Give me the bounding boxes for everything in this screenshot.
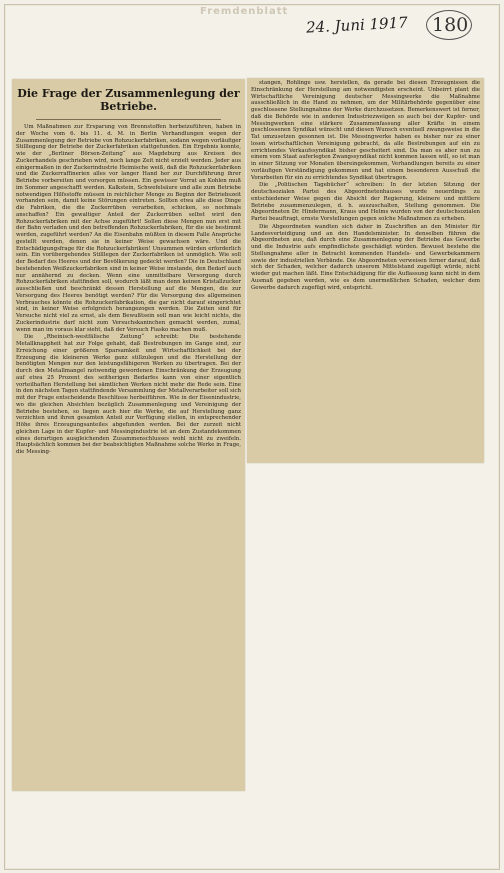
folio-number: 180 [432,14,469,36]
handwritten-date: 24. Juni 1917 [305,13,409,37]
headline-rule [36,119,221,120]
clipping-right-column [247,78,484,463]
watermark-stamp: Fremdenblatt [200,6,289,17]
article-paragraph: Die „Rheinisch-westfälische Zeitung“ schreibt: Die bestehende Metallknappheit hat zur Folge gehabt, daß Bestrebungen im Gange sind, zur Erreichung einer größeren Sparsamkeit und Wirtschaftlichkeit bei der Erzeugung die kleineren Werke ganz stillzulegen und die Herstellung der benötigten Mengen nur den leistungsfähigeren Werken zu übertragen. Bei der durch den Metallmangel notwendig gewordenen Einschränkung der Erzeugung auf etwa 25 Prozent des seitherigen Bedarfes kann von einer eigentlich vorteilhaften Herstellung bei sämtlichen Werken nicht mehr die Rede sein. Eine in den nächsten Tagen stattfindende Versammlung der Metallverarbeiter soll sich mit der Frage entscheidende Beschlüsse herbeiführen. Wie in der Eisenindustrie, wo die gleichen Absichten bezüglich Zusammenlegung und Vereinigung der Betriebe bestehen, so liegen auch hier die Werke, die auf Herstellung ganz verzichten und ihren gesamten Anteil zur Verfügung stellen, in entsprechender Höhe ihres Erzeugungsanteiles abgefunden werden. Bei der zurzeit nicht gleichen Lage in der Kupfer- und Messingindustrie ist an dem Zustandekommen eines derartigen ausgleichenden Zusammenschlusses wohl nicht zu zweifeln. Hauptsächlich kommen bei der beabsichtigten Maßnahme solche Werke in Frage, die Messing- [16,334,241,455]
article-paragraph: Um Maßnahmen zur Ersparung von Brennstoffen herbeizuführen, haben in der Woche vom 6. bis 11. d. M. in Berlin Verhandlungen wegen der Zusammenlegung der Betriebe von Rohzuckerfabriken, sodann wegen vorläufiger Stilllegung der Betriebe der Zuckerfabriken stattgefunden. Ein Ergebnis konnte, wie der „Berliner Börsen-Zeitung“ aus Magdeburg aus Kreisen des Zuckerhandels geschrieben wird, noch lange Zeit nicht erzielt werden. Jeder aus einigermaßen in der Zuckerindustrie Heimische weiß, daß die Rohzuckerfabriken und die Zuckerraffinerien alles vor langer Hand her zur Durchführung ihrer Betriebe vorbereiten und vorsorgen müssen. Ein gewisser Vorrat an Kohlen muß im Sommer angeschafft werden. Kalkstein, Schwefelsäure und alle zum Betriebe notwendigen Hilfsstoffe müssen in reichlicher Menge zu Beginn der Betriebszeit vorhanden sein, damit keine Störungen eintreten. Sollten etwa alle diese Dinge die Fabriken, die die Zuckerrüben verarbeiten, schicken, so nochmals anschaffen? Ein gewaltiger Anteil der Zuckerrüben selbst wird den Rohzuckerfabriken mit der Achse zugeführt! Sollen diese Mengen nun erst mit der Bahn verladen und den betreffenden Rohzuckerfabriken, für die sie bestimmt werden, zugeführt werden? An die Eisenbahn müßten in diesem Falle Ansprüche gestellt werden, denen sie in keiner Weise gewachsen wäre. Und die Entschädigungsfrage für die Rohzuckerfabriken! Unsummen würden erforderlich sein. Ein vorübergehendes Stilllegen der Zuckerfabriken ist unmöglich. Wie soll der Bedarf des Heeres und der Bevölkerung gedeckt werden? Die in Deutschland bestehenden Weißzuckerfabriken sind in keiner Weise imstande, den Bedarf auch nur annähernd zu decken. Wenn eine unmittelbare Versorgung durch Rohzuckerfabriken stattfinden soll, wodurch läßt man denn keinen Kristallzucker ausschließen und beschränkt dessen Herstellung auf die Mengen, die zur Versorgung des Heeres benötigt werden? Für die Versorgung des allgemeinen Verbrauches könnte die Rohzuckerfabrikation, die gar nicht darauf eingerichtet sind, in keiner Weise erfolgreich herangezogen werden. Die Zeiten sind für Versuche nicht viel zu ernst, als dem Bewußtsein soll man wie leicht nichts, die Zuckerindustrie darf nicht zum Versuchskaninchen gemacht werden, zumal, wenn man im voraus klar sieht, daß der Versuch Fiasko machen muß. [16,124,241,333]
article-paragraph: Die „Politischen Tagebücher“ schreiben: In der letzten Sitzung der deutschsozialen Partei des Abgeordnetenhauses wurde neuerdings zu entschiedener Weise gegen die Absicht der Regierung, kleinere und mittlere Betriebe zusammenzulegen, d. h. auszuschalten, Stellung genommen. Die Abgeordneten Dr. Hindermann, Kraus und Helms wurden von der deutschsozialen Partei beauftragt, ernste Vorstellungen gegen solche Maßnahmen zu erheben. [251,182,480,222]
clipping-left-column [12,79,245,791]
article-paragraph: Die Abgeordneten wandten sich daher in Zuschriften an den Minister für Landesverteidigung und an den Handelsminister. In denselben führen die Abgeordneten aus, daß durch eine Zusammenlegung der Betriebe das Gewerbe und die Industrie aufs empfindlichste geschädigt würden. Bewusst bestehe die Stellungnahme aller in Betracht kommenden Handels- und Gewerbekammern sowie der industriellen Verbände. Die Abgeordneten verweisen ferner darauf, daß sich der Schaden, welcher dadurch unserem Mittelstand zugefügt würde, nicht wieder gut machen läßt. Eine Entschädigung für die Auflassung kann nicht in dem Ausmaß gegeben werden, wie es dem unermeßlichen Schaden, welcher dem Gewerbe dadurch zugefügt wird, entspricht. [251,223,480,291]
article-headline: Die Frage der Zusammenlegung der Betriebe. [17,87,240,113]
article-paragraph: stangen, Rohlinge usw. herstellen, da gerade bei diesen Erzeugnissen die Einschränkung der Herstellung am notwendigsten erscheint. Unbeirrt plant die Wirtschaftliche Vereinigung deutscher Messingwerke die Maßnahme ausschließlich in die Hand zu nehmen, um der Militärbehörde gegenüber eine geschlossene Stellungnahme der Werke durchzusetzen. Bemerkenswert ist ferner, daß die Behörde wie in anderen Industriezweigen so auch bei der Kupfer- und Messingwerken eine stärkere Zusammenfassung aller Kräfte in einem geschlossenen Syndikat wünscht und diesen Wunsch eventuell zwangsweise in die Tat umzusetzen gesonnen ist. Die Messingwerke haben es bisher nur zu einer losen wirtschaftlichen Vereinigung gebracht, da alle Bestrebungen auf ein zu errichtendes Verkaufssyndikat bisher gescheitert sind. Da man es aber nun zu einem vom Staat auferlegten Zwangssyndikat nicht kommen lassen will, so ist man in einer Sitzung vor Monaten übereingekommen, Verhandlungen bereits zu einer vorläufigen Verständigung gekommen und hat einem besonderen Ausschuß die Vorarbeiten für ein zu errichtendes Syndikat übertragen. [251,80,480,181]
